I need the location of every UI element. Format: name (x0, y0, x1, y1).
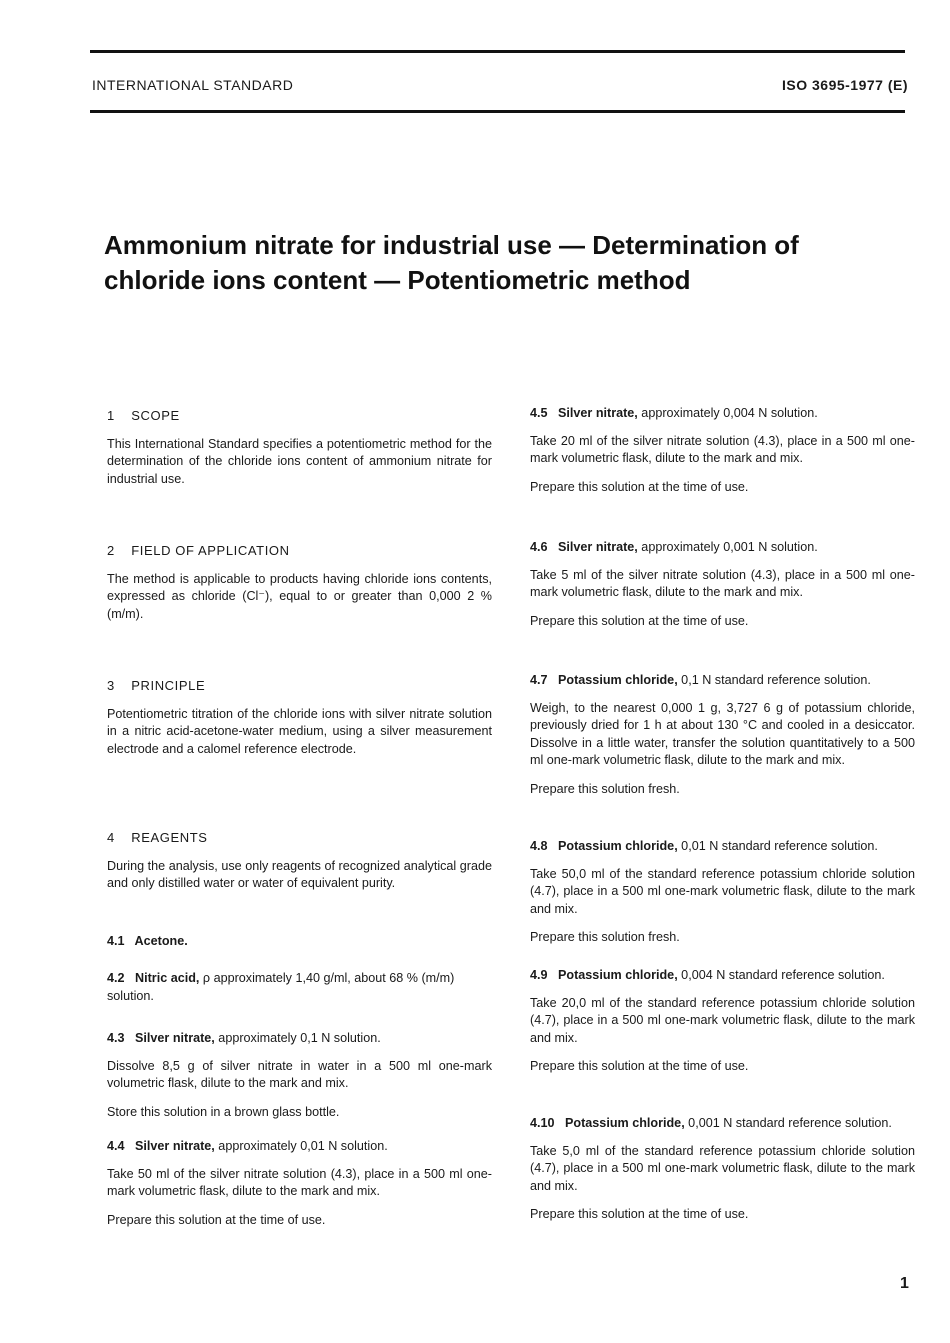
paragraph: Prepare this solution at the time of use. (530, 1207, 749, 1222)
clause-title: Potassium chloride, (565, 1116, 685, 1130)
clause-title: Silver nitrate, (558, 540, 638, 554)
section-heading: FIELD OF APPLICATION (131, 543, 290, 558)
paragraph: This International Standard specifies a potentiometric method for the determination of the chloride ions content of ammonium nitrate for industrial use. (107, 436, 492, 486)
header-standard-label: INTERNATIONAL STANDARD (92, 77, 294, 93)
paragraph: Potentiometric titration of the chloride ions with silver nitrate solution in a nitric acid-acetone-water medium, using a silver measurement electrode and a calomel reference electrode. (107, 706, 492, 756)
section-4-3 (107, 1030, 492, 1132)
section-heading: SCOPE (131, 408, 180, 423)
paragraph: Store this solution in a brown glass bottle. (107, 1104, 340, 1119)
clause-description: 0,001 N standard reference solution. (684, 1116, 892, 1130)
clause-title: Silver nitrate, (135, 1031, 215, 1045)
clause-description: 0,01 N standard reference solution. (677, 839, 878, 853)
heading (530, 1115, 915, 1133)
clause-title: Potassium chloride, (558, 839, 678, 853)
section-4-7 (530, 672, 915, 810)
header-iso-number: ISO 3695-1977 (E) (781, 77, 908, 93)
clause-description: ρ approximately 1,40 g/ml, about 68 % (m/m) solution. (107, 971, 455, 1003)
section-2 (107, 542, 492, 634)
paragraph: Take 20 ml of the silver nitrate solution (4.3), place in a 500 ml one-mark volumetric flask, dilute to the mark and mix. (530, 433, 915, 466)
section-1 (107, 407, 492, 499)
clause-description: approximately 0,001 N solution. (637, 540, 818, 554)
paragraph: Take 5 ml of the silver nitrate solution (4.3), place in a 500 ml one-mark volumetric flask, dilute to the mark and mix. (530, 567, 915, 600)
heading (107, 677, 492, 695)
heading (107, 1030, 492, 1048)
document-title (104, 228, 904, 298)
heading (107, 970, 492, 1005)
clause-number: 4.9 (530, 968, 548, 982)
heading (107, 933, 492, 951)
clause-number: 4.1 (107, 934, 125, 948)
clause-number: 4.5 (530, 406, 548, 420)
header-rule (90, 110, 905, 113)
title-line-1: Ammonium nitrate for industrial use — Determination of (104, 230, 799, 260)
section-4-4 (107, 1138, 492, 1240)
heading (107, 1138, 492, 1156)
section-heading: REAGENTS (131, 830, 208, 845)
clause-title: Acetone. (134, 934, 188, 948)
section-heading: PRINCIPLE (131, 678, 206, 693)
clause-title: Silver nitrate, (135, 1139, 215, 1153)
section-number: 4 (107, 830, 115, 845)
paragraph: During the analysis, use only reagents of recognized analytical grade and only distilled water or water of equivalent purity. (107, 858, 492, 891)
heading (530, 672, 915, 690)
page-number: 1 (900, 1275, 909, 1292)
section-number: 1 (107, 408, 115, 423)
clause-number: 4.10 (530, 1116, 555, 1130)
heading (530, 967, 915, 985)
heading (107, 829, 492, 847)
section-4-2 (107, 970, 492, 1015)
clause-number: 4.8 (530, 839, 548, 853)
paragraph: The method is applicable to products having chloride ions contents, expressed as chloride (Cl⁻), equal to or greater than 0,000 2 % (m/m). (107, 571, 492, 621)
paragraph: Take 50,0 ml of the standard reference potassium chloride solution (4.7), place in a 500 ml one-mark volumetric flask, dilute to the mark and mix. (530, 866, 915, 916)
clause-title: Silver nitrate, (558, 406, 638, 420)
clause-number: 4.3 (107, 1031, 125, 1045)
clause-title: Potassium chloride, (558, 673, 678, 687)
section-4-9 (530, 967, 915, 1087)
clause-number: 4.6 (530, 540, 548, 554)
section-number: 3 (107, 678, 115, 693)
paragraph: Prepare this solution at the time of use. (530, 479, 749, 494)
clause-number: 4.2 (107, 971, 125, 985)
section-4 (107, 829, 492, 904)
clause-description: 0,004 N standard reference solution. (677, 968, 885, 982)
heading (530, 405, 915, 423)
paragraph: Prepare this solution at the time of use. (530, 613, 749, 628)
heading (107, 542, 492, 560)
paragraph: Prepare this solution at the time of use. (107, 1212, 326, 1227)
clause-description: 0,1 N standard reference solution. (677, 673, 871, 687)
paragraph: Prepare this solution fresh. (530, 781, 680, 796)
section-number: 2 (107, 543, 115, 558)
paragraph: Dissolve 8,5 g of silver nitrate in water in a 500 ml one-mark volumetric flask, dilute to the mark and mix. (107, 1058, 492, 1091)
paragraph: Prepare this solution at the time of use. (530, 1059, 749, 1074)
clause-description: approximately 0,1 N solution. (214, 1031, 381, 1045)
top-rule (90, 50, 905, 53)
section-4-1 (107, 933, 492, 961)
paragraph: Take 5,0 ml of the standard reference potassium chloride solution (4.7), place in a 500 ml one-mark volumetric flask, dilute to the mark and mix. (530, 1143, 915, 1193)
section-4-6 (530, 539, 915, 641)
paragraph: Take 20,0 ml of the standard reference potassium chloride solution (4.7), place in a 500 ml one-mark volumetric flask, dilute to the mark and mix. (530, 995, 915, 1045)
paragraph: Take 50 ml of the silver nitrate solution (4.3), place in a 500 ml one-mark volumetric flask, dilute to the mark and mix. (107, 1166, 492, 1199)
heading (530, 838, 915, 856)
clause-title: Potassium chloride, (558, 968, 678, 982)
title-line-2: chloride ions content — Potentiometric method (104, 265, 691, 295)
section-3 (107, 677, 492, 769)
section-4-8 (530, 838, 915, 958)
section-4-10 (530, 1115, 915, 1235)
heading (107, 407, 492, 425)
paragraph: Prepare this solution fresh. (530, 930, 680, 945)
section-4-5 (530, 405, 915, 507)
clause-description: approximately 0,004 N solution. (637, 406, 818, 420)
paragraph: Weigh, to the nearest 0,000 1 g, 3,727 6 g of potassium chloride, previously dried for 1 h at about 130 °C and cooled in a desiccator. Dissolve in a little water, transfer the solution quantitatively to a 500 ml one-mark volumetric flask, dilute to the mark and mix. (530, 700, 915, 768)
clause-number: 4.4 (107, 1139, 125, 1153)
heading (530, 539, 915, 557)
clause-title: Nitric acid, (135, 971, 200, 985)
clause-number: 4.7 (530, 673, 548, 687)
clause-description: approximately 0,01 N solution. (214, 1139, 388, 1153)
